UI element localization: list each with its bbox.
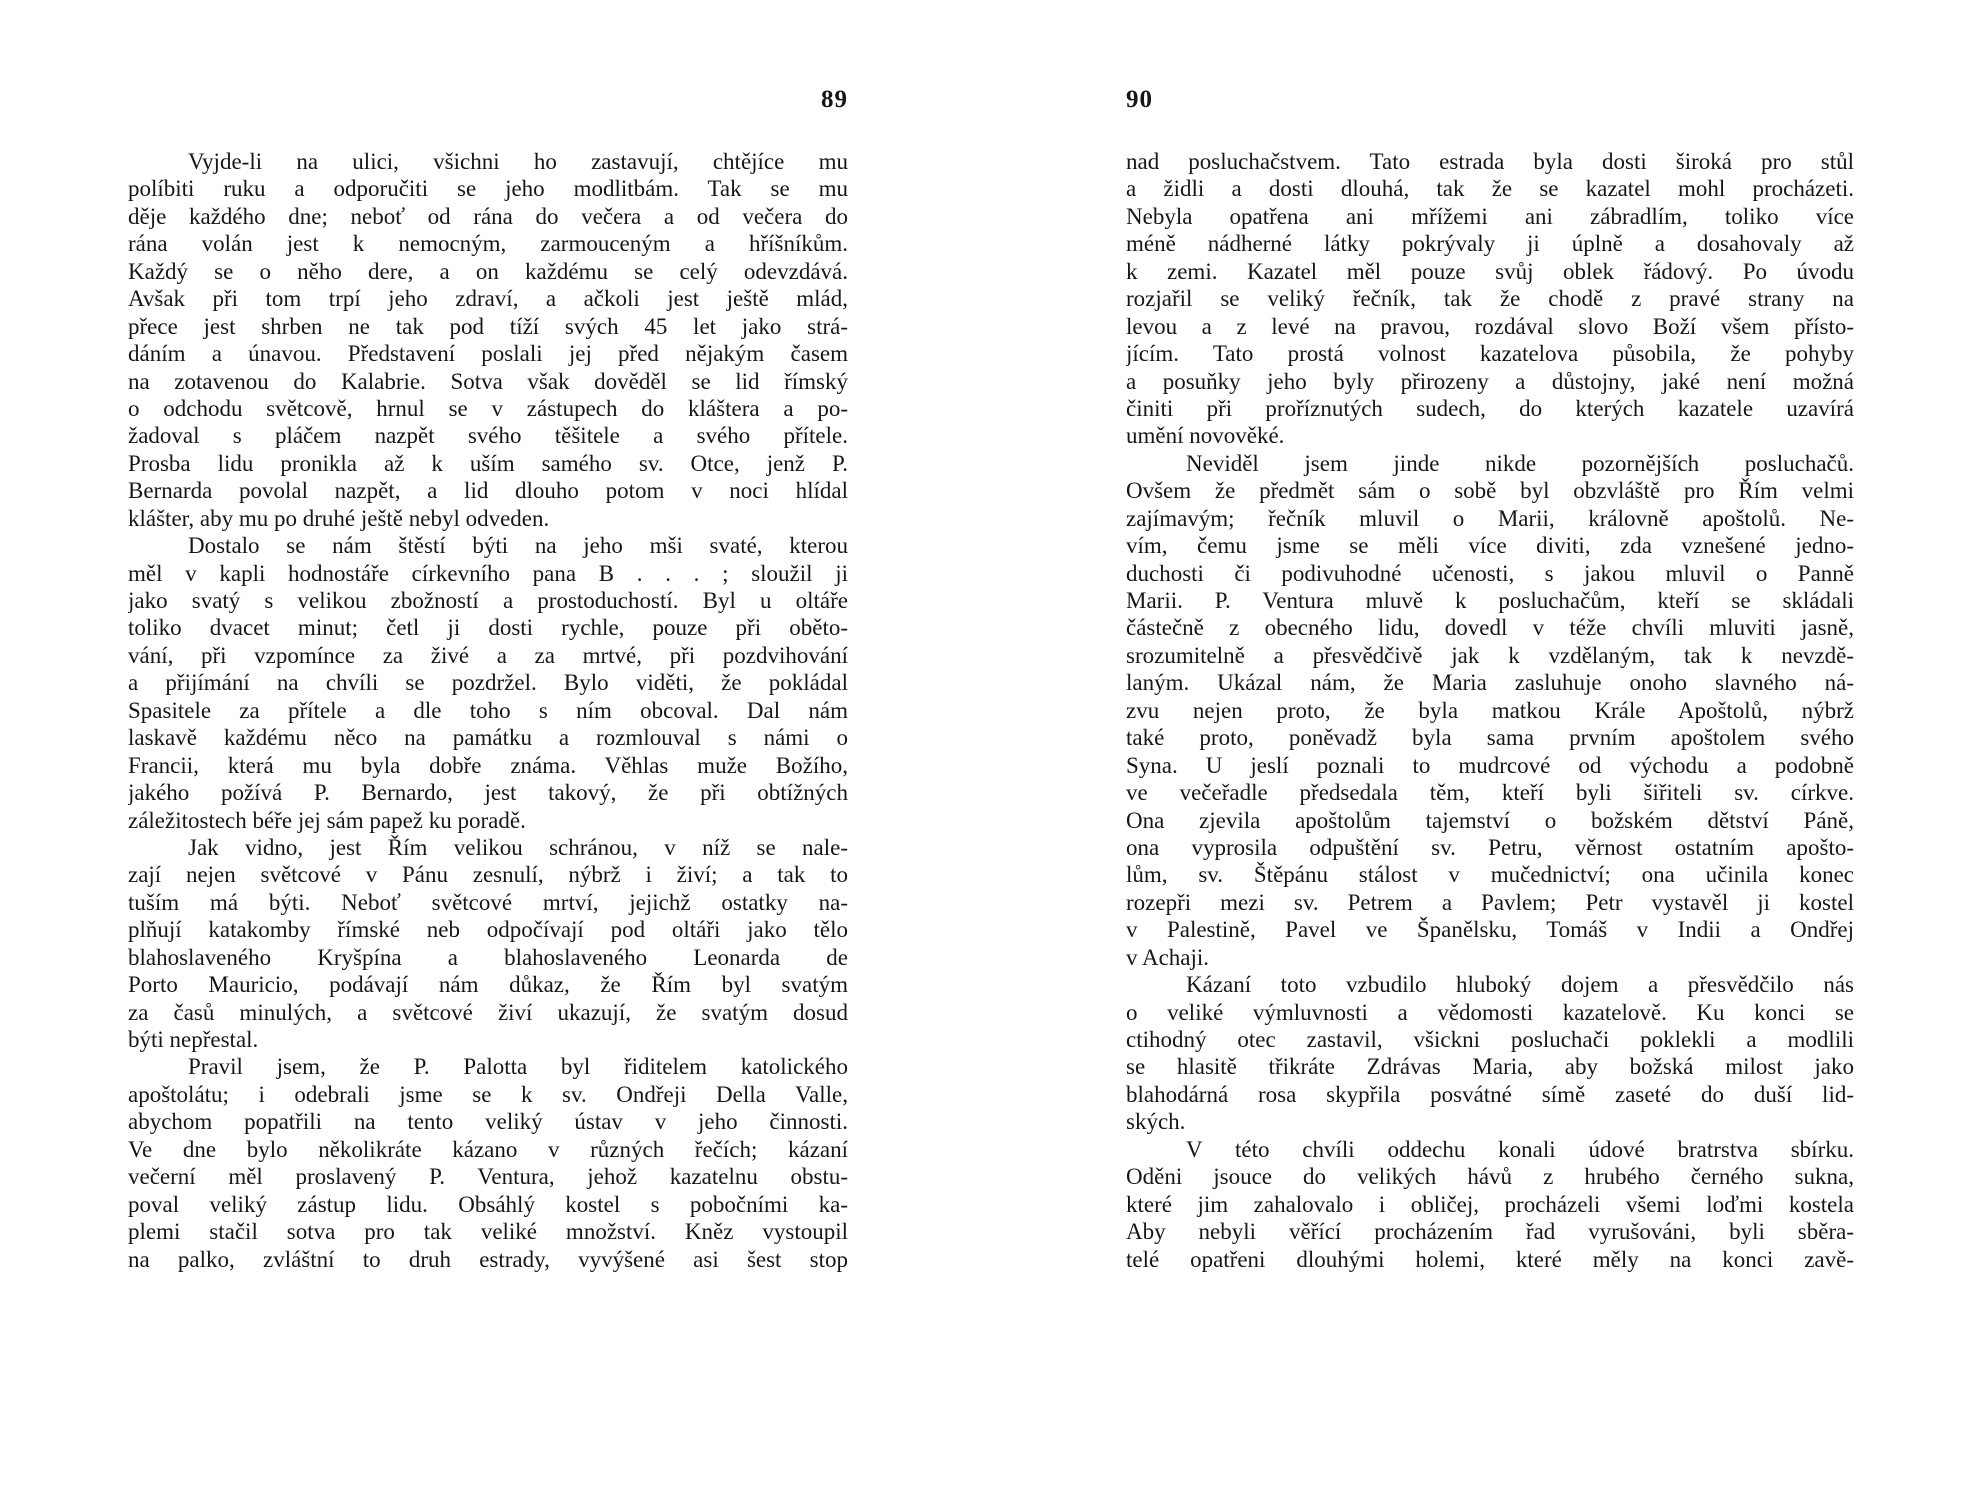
text-line: které jim zahalovalo i obličej, procházeli všemi loďmi kostela <box>1126 1191 1854 1217</box>
text-line: jako svatý s velikou zbožností a prostoduchostí. Byl u oltáře <box>128 588 848 613</box>
text-line: a židli a dosti dlouhá, tak že se kazatel mohl procházeti. <box>1126 176 1854 202</box>
text-line: na zotavenou do Kalabrie. Sotva však dověděl se lid římský <box>128 368 848 394</box>
text-line: rozepři mezi sv. Petrem a Pavlem; Petr vystavěl ji kostel <box>1126 889 1854 915</box>
text-line: plňují katakomby římské neb odpočívají pod oltáři jako tělo <box>128 917 848 943</box>
text-line: rozjařil se veliký řečník, tak že chodě z pravé strany na <box>1126 286 1854 312</box>
text-line: a přijímání na chvíli se pozdržel. Bylo viděti, že pokládal <box>128 670 848 696</box>
text-line: V této chvíli oddechu konali údové bratrstva sbírku. <box>1186 1136 1854 1162</box>
text-line: také proto, poněvadž byla sama prvním apoštolem svého <box>1126 725 1854 751</box>
text-line: telé opatřeni dlouhými holemi, které měly na konci zavě- <box>1126 1246 1854 1272</box>
text-line: býti nepřestal. <box>128 1027 259 1052</box>
text-line: jakého požívá P. Bernardo, jest takový, že při obtížných <box>128 780 848 806</box>
text-line: Aby nebyli věřící procházením řad vyrušováni, byli sběra- <box>1126 1219 1854 1245</box>
text-line: Marii. P. Ventura mluvě k posluchačům, kteří se skládali <box>1126 588 1854 613</box>
text-line: ve večeřadle předsedala těm, kteří byli šiřiteli sv. církve. <box>1126 780 1854 806</box>
text-line: rána volán jest k nemocným, zarmouceným a hříšníkům. <box>128 231 848 257</box>
text-line: laskavě každému něco na památku a rozmlouval s námi o <box>128 725 848 751</box>
text-line: v Palestině, Pavel ve Španělsku, Tomáš v Indii a Ondřej <box>1126 917 1854 943</box>
page-number: 89 <box>821 86 848 113</box>
text-line: večerní měl proslavený P. Ventura, jehož kazatelnu obstu- <box>128 1164 848 1190</box>
text-line: ona vyprosila odpuštění sv. Petru, věrnost ostatním apošto- <box>1126 834 1854 860</box>
text-line: Jak vidno, jest Řím velikou schránou, v níž se nale- <box>188 834 848 860</box>
text-line: Porto Mauricio, podávají nám důkaz, že Řím byl svatým <box>128 972 848 998</box>
text-line: zají nejen světcové v Pánu zesnulí, nýbrž i živí; a tak to <box>128 862 848 888</box>
text-line: tuším má býti. Neboť světcové mrtví, jejichž ostatky na- <box>128 889 848 915</box>
text-line: Syna. U jeslí poznali to mudrcové od východu a podobně <box>1126 752 1854 778</box>
text-line: v Achaji. <box>1126 944 1210 970</box>
page-number: 90 <box>1126 86 1153 113</box>
text-line: o odchodu světcově, hrnul se v zástupech do kláštera a po- <box>128 395 848 421</box>
text-line: méně nádherné látky pokrývaly ji úplně a dosahovaly až <box>1126 231 1854 257</box>
text-line: žadoval s pláčem nazpět svého těšitele a svého přítele. <box>128 423 848 449</box>
text-line: Dostalo se nám štěstí býti na jeho mši svaté, kterou <box>188 533 848 559</box>
text-line: nad posluchačstvem. Tato estrada byla dosti široká pro stůl <box>1126 149 1854 174</box>
text-line: Francii, která mu byla dobře známa. Věhlas muže Božího, <box>128 752 848 778</box>
text-line: abychom popatřili na tento veliký ústav v jeho činnosti. <box>128 1109 848 1135</box>
text-line: jícím. Tato prostá volnost kazatelova působila, že pohyby <box>1126 341 1854 367</box>
text-line: záležitostech béře jej sám papež ku poradě. <box>128 807 526 833</box>
text-line: o veliké výmluvnosti a vědomosti kazatelově. Ku konci se <box>1126 999 1854 1025</box>
text-line: ctihodný otec zastavil, všickni posluchači poklekli a modlili <box>1126 1027 1854 1052</box>
text-line: Ovšem že předmět sám o sobě byl obzvláště pro Řím velmi <box>1126 478 1854 504</box>
text-line: přece jest shrben ne tak pod tíží svých 45 let jako strá- <box>128 313 848 339</box>
text-line: měl v kapli hodnostáře církevního pana B . . . ; sloužil ji <box>128 560 848 586</box>
right-page <box>1126 0 1854 1501</box>
text-line: Bernarda povolal nazpět, a lid dlouho potom v noci hlídal <box>128 478 848 504</box>
text-line: Nebyla opatřena ani mřížemi ani zábradlím, toliko více <box>1126 203 1854 229</box>
text-line: za časů minulých, a světcové živí ukazují, že svatým dosud <box>128 999 848 1025</box>
text-line: Prosba lidu pronikla až k uším samého sv. Otce, jenž P. <box>128 450 848 476</box>
text-line: políbiti ruku a odporučiti se jeho modlitbám. Tak se mu <box>128 176 848 202</box>
text-line: zajímavým; řečník mluvil o Marii, královně apoštolů. Ne- <box>1126 505 1854 531</box>
left-page <box>128 0 848 1501</box>
text-line: poval veliký zástup lidu. Obsáhlý kostel s pobočními ka- <box>128 1191 848 1217</box>
text-line: dáním a únavou. Představení poslali jej před nějakým časem <box>128 341 848 367</box>
text-line: srozumitelně a přesvědčivě jak k vzdělaným, tak k nevzdě- <box>1126 642 1854 668</box>
text-line: toliko dvacet minut; četl ji dosti rychle, pouze při oběto- <box>128 615 848 641</box>
text-line: lům, sv. Štěpánu stálost v mučednictví; ona učinila konec <box>1126 862 1854 888</box>
text-line: plemi stačil sotva pro tak veliké množství. Kněz vystoupil <box>128 1219 848 1245</box>
text-line: vím, čemu jsme se měli více diviti, zda vznešené jedno- <box>1126 533 1854 559</box>
text-line: Ona zjevila apoštolům tajemství o božském dětství Páně, <box>1126 807 1854 833</box>
text-line: činiti při proříznutých sudech, do kterých kazatele uzavírá <box>1126 395 1854 421</box>
page-text <box>1126 148 1854 1273</box>
text-line: ských. <box>1126 1109 1186 1135</box>
text-line: blahoslaveného Kryšpína a blahoslaveného Leonarda de <box>128 944 848 970</box>
text-line: Kázaní toto vzbudilo hluboký dojem a přesvědčilo nás <box>1186 972 1854 998</box>
text-line: laným. Ukázal nám, že Maria zasluhuje onoho slavného ná- <box>1126 670 1854 696</box>
text-line: na palko, zvláštní to druh estrady, vyvýšené asi šest stop <box>128 1246 848 1272</box>
text-line: klášter, aby mu po druhé ještě nebyl odveden. <box>128 505 550 531</box>
text-line: Neviděl jsem jinde nikde pozornějších posluchačů. <box>1186 450 1854 476</box>
text-line: duchosti či podivuhodné učenosti, s jakou mluvil o Panně <box>1126 560 1854 586</box>
text-line: děje každého dne; neboť od rána do večera a od večera do <box>128 203 848 229</box>
text-line: vání, při vzpomínce za živé a za mrtvé, při pozdvihování <box>128 642 848 668</box>
text-line: Spasitele za přítele a dle toho s ním obcoval. Dal nám <box>128 697 848 723</box>
text-line: Vyjde-li na ulici, všichni ho zastavují, chtějíce mu <box>188 149 848 174</box>
page-text <box>128 148 848 1273</box>
text-line: blahodárná rosa skypřila posvátné símě zaseté do duší lid- <box>1126 1081 1854 1107</box>
text-line: Avšak při tom trpí jeho zdraví, a ačkoli jest ještě mlád, <box>128 286 848 312</box>
text-line: Ve dne bylo několikráte kázano v různých řečích; kázaní <box>128 1136 848 1162</box>
text-line: částečně z obecného lidu, dovedl v téže chvíli mluviti jasně, <box>1126 615 1854 641</box>
text-line: apoštolátu; i odebrali jsme se k sv. Ondřeji Della Valle, <box>128 1081 848 1107</box>
text-line: levou a z levé na pravou, rozdával slovo Boží všem přísto- <box>1126 313 1854 339</box>
text-line: zvu nejen proto, že byla matkou Krále Apoštolů, nýbrž <box>1126 697 1854 723</box>
text-line: se hlasitě třikráte Zdrávas Maria, aby božská milost jako <box>1126 1054 1854 1080</box>
text-line: Pravil jsem, že P. Palotta byl řiditelem katolického <box>188 1054 848 1080</box>
text-line: Oděni jsouce do velikých hávů z hrubého černého sukna, <box>1126 1164 1854 1190</box>
text-line: a posuňky jeho byly přirozeny a důstojny, jaké není možná <box>1126 368 1854 394</box>
text-line: k zemi. Kazatel měl pouze svůj oblek řádový. Po úvodu <box>1126 258 1854 284</box>
text-line: Každý se o něho dere, a on každému se celý odevzdává. <box>128 258 848 284</box>
text-line: umění novověké. <box>1126 423 1285 449</box>
